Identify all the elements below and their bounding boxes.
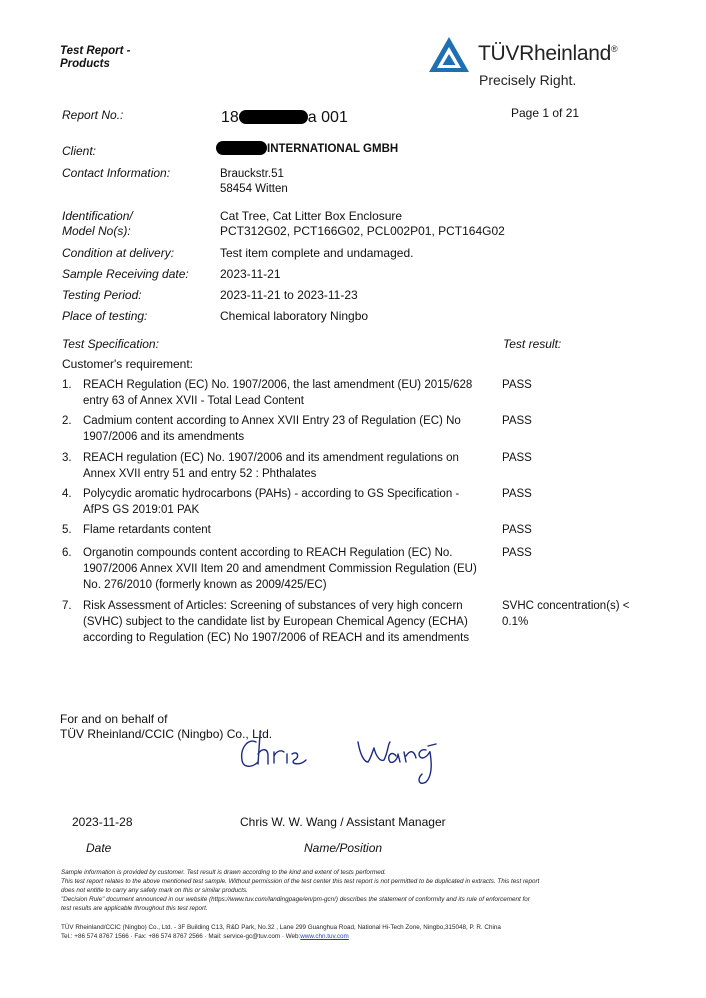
item-text-line2: (SVHC) subject to the candidate list by European Chemical Agency (ECHA) [83,616,468,628]
footer-note5: test results are applicable throughout this test report. [61,905,208,912]
item-text-line2: AfPS GS 2019:01 PAK [83,504,200,516]
item-text-line1: REACH Regulation (EC) No. 1907/2006, the last amendment (EU) 2015/628 [83,379,473,391]
brand-name: TÜVRheinland [478,42,611,65]
item-text-line1: Risk Assessment of Articles: Screening of substances of very high concern [83,600,463,612]
place-label: Place of testing: [62,309,148,323]
condition-label: Condition at delivery: [62,246,175,260]
footer-contact [61,932,661,941]
tagline: Precisely Right. [479,72,577,88]
redaction-mark [239,110,308,124]
item-number: 3. [62,452,72,464]
handwritten-signature [230,728,450,790]
footer-note2: This test report relates to the above mentioned test sample. Without permission of the test center this test report is not permitted to be duplicated in extracts. This test report [61,878,540,885]
item-text-line1: REACH regulation (EC) No. 1907/2006 and its amendment regulations on [83,452,459,464]
place-value: Chemical laboratory Ningbo [220,309,369,323]
contact-address [220,167,288,197]
identification-label-line1: Identification/ [62,209,133,223]
receiving-value: 2023-11-21 [220,267,281,281]
item-text-line1: Organotin compounds content according to REACH Regulation (EC) No. [83,547,453,559]
item-result: PASS [502,488,532,500]
testing-label: Testing Period: [62,288,142,302]
item-text-line1: Flame retardants content [83,524,211,536]
product-description: Cat Tree, Cat Litter Box Enclosure [220,209,403,223]
item-text-line1: Polycydic aromatic hydrocarbons (PAHs) - according to GS Specification - [83,488,460,500]
item-text-line3: No. 276/2010 (formerly known as 2009/425/EC) [83,579,327,591]
customer-requirement: Customer's requirement: [62,357,194,371]
footer-contact-text: Tel.: +86 574 8767 1566 · Fax: +86 574 8767 2566 · Mail: service-gc@tuv.com · Web: [61,933,301,940]
contact-line2: 58454 Witten [220,183,288,195]
item-number: 2. [62,415,72,427]
date-label: Date [86,841,112,855]
website-link[interactable]: www.chn.tuv.com [300,933,349,940]
contact-label: Contact Information: [62,166,171,180]
footer-address: TÜV Rheinland/CCIC (Ningbo) Co., Ltd. - 3F Building C13, R&D Park, No.32 , Lane 299 Guanghua Road, National Hi-Tech Zone, Ningbo,315048, P. R. China [61,924,501,931]
item-result: PASS [502,524,532,536]
registered-mark: ® [610,44,618,54]
report-type [60,45,131,71]
item-result: SVHC concentration(s) < [502,600,630,612]
tuv-logo [428,36,638,96]
item-text-line2: entry 63 of Annex XVII - Total Lead Content [83,395,304,407]
client-label: Client: [62,144,97,158]
item-result: PASS [502,379,532,391]
client-name: INTERNATIONAL GMBH [267,143,399,155]
receiving-label: Sample Receiving date: [62,267,189,281]
signer-name-position: Chris W. W. Wang / Assistant Manager [240,815,446,829]
item-number: 4. [62,488,72,500]
testing-value: 2023-11-21 to 2023-11-23 [220,288,358,302]
signature-date: 2023-11-28 [72,815,133,829]
item-text-line1: Cadmium content according to Annex XVII Entry 23 of Regulation (EC) No [83,415,461,427]
tuv-triangle-icon [428,36,470,74]
item-number: 5. [62,524,72,536]
item-result-line2: 0.1% [502,616,529,628]
item-result: PASS [502,547,532,559]
on-behalf-line1: For and on behalf of [60,712,168,726]
model-numbers: PCT312G02, PCT166G02, PCL002P01, PCT164G02 [220,224,505,238]
footer-note4: "Decision Rule" document announced in our website (https://www.tuv.com/landingpage/en/pm-gcn/) describes the statement of conformity and its rule of enforcement for [61,896,530,903]
item-number: 6. [62,547,72,559]
report-number-prefix: 18 [221,109,239,126]
footer-notes [61,868,621,913]
report-no-label: Report No.: [62,108,124,122]
item-text-line3: according to Regulation (EC) No 1907/2006 of REACH and its amendments [83,632,470,644]
item-text-line2: 1907/2006 and its amendments [83,431,245,443]
contact-line1: Brauckstr.51 [220,168,284,180]
condition-value: Test item complete and undamaged. [220,246,414,260]
page-number: Page 1 of 21 [511,106,580,120]
footer-address-block [61,923,661,941]
item-text-line2: Annex XVII entry 51 and entry 52 : Phthalates [83,468,317,480]
on-behalf-company: TÜV Rheinland/CCIC (Ningbo) Co., Ltd. [60,727,273,741]
name-position-label: Name/Position [304,841,383,855]
footer-note3: does not entitle to carry any safety mark on this or similar products. [61,887,248,894]
identification-label [62,209,133,239]
test-result-label: Test result: [503,337,562,351]
report-type-line2: Products [60,58,110,70]
identification-label-line2: Model No(s): [62,224,131,238]
report-number-suffix: a 001 [307,109,348,126]
footer-note1: Sample information is provided by customer. Test result is drawn according to the kind and extent of tests performed. [61,869,387,876]
client-redaction [216,141,267,155]
test-spec-label: Test Specification: [62,337,159,351]
identification-values [220,209,505,239]
item-text-line2: 1907/2006 Annex XVII Item 20 and amendment Commission Regulation (EU) [83,563,477,575]
item-number: 1. [62,379,72,391]
item-result: PASS [502,415,532,427]
report-number [221,109,348,127]
item-result: PASS [502,452,532,464]
report-type-line1: Test Report - [60,45,131,57]
item-number: 7. [62,600,72,612]
